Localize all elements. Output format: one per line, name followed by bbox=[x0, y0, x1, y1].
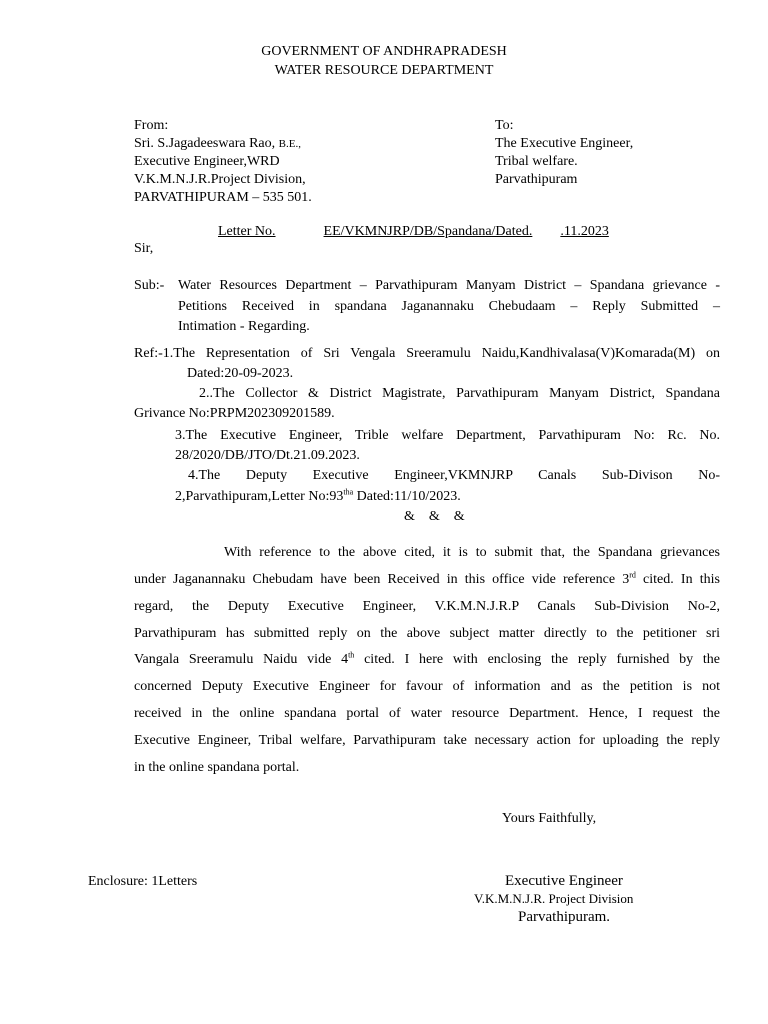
ref-4-sup: tha bbox=[343, 487, 354, 497]
ref-3-line-2: 28/2020/DB/JTO/Dt.21.09.2023. bbox=[175, 448, 360, 463]
ref-4-letter: 2,Parvathipuram,Letter No:93 bbox=[175, 489, 344, 504]
body-line-9: in the online spandana portal. bbox=[134, 760, 300, 775]
ref-2-line-2: Grivance No:PRPM202309201589. bbox=[134, 406, 335, 421]
signature-place: Parvathipuram. bbox=[518, 909, 611, 925]
yours-faithfully: Yours Faithfully, bbox=[502, 811, 597, 826]
to-label: To: bbox=[495, 118, 514, 133]
body-line-4: Parvathipuram has submitted reply on the above subject matter directly to the petitioner sri bbox=[134, 626, 720, 641]
ref-4-line-2 bbox=[175, 489, 461, 505]
ref-1-line-2: Dated:20-09-2023. bbox=[187, 366, 294, 381]
from-place: PARVATHIPURAM – 535 501. bbox=[134, 190, 312, 205]
header-government: GOVERNMENT OF ANDHRAPRADESH bbox=[261, 44, 507, 59]
from-label: From: bbox=[134, 118, 169, 133]
header-department: WATER RESOURCE DEPARTMENT bbox=[274, 63, 494, 78]
from-division: V.K.M.N.J.R.Project Division, bbox=[134, 172, 306, 187]
letter-number bbox=[218, 224, 609, 240]
body-line-1: With reference to the above cited, it is to submit that, the Spandana grievances bbox=[224, 545, 720, 560]
body-line-8: Executive Engineer, Tribal welfare, Parvathipuram take necessary action for uploading the reply bbox=[134, 733, 720, 748]
enclosure: Enclosure: 1Letters bbox=[88, 874, 198, 889]
signature-division: V.K.M.N.J.R. Project Division bbox=[474, 891, 634, 906]
body-line-5b: cited. I here with enclosing the reply furnished by the bbox=[354, 652, 720, 667]
body-line-5-sup: th bbox=[348, 650, 355, 660]
salutation: Sir, bbox=[134, 241, 154, 256]
subject-label: Sub:- bbox=[134, 278, 165, 293]
ref-1-line-1: Ref:-1.The Representation of Sri Vengala Sreeramulu Naidu,Kandhivalasa(V)Komarada(M) on bbox=[134, 346, 720, 361]
body-line-7: received in the online spandana portal of water resource Department. Hence, I request the bbox=[134, 706, 720, 721]
from-degree: B.E., bbox=[278, 138, 301, 150]
ref-4-line-1: 4.The Deputy Executive Engineer,VKMNJRP Canals Sub-Divison No- bbox=[188, 468, 720, 483]
body-line-2a: under Jaganannaku Chebudam have been Received in this office vide reference 3 bbox=[134, 572, 630, 587]
subject-line-1: Water Resources Department – Parvathipuram Manyam District – Spandana grievance - bbox=[178, 278, 720, 293]
letter-no-date: .11.2023 bbox=[560, 224, 609, 239]
from-name: Sri. S.Jagadeeswara Rao, bbox=[134, 136, 279, 151]
to-line1: The Executive Engineer, bbox=[495, 136, 634, 151]
ref-4-date: Dated:11/10/2023. bbox=[353, 489, 461, 504]
ref-2-line-1: 2..The Collector & District Magistrate, Parvathipuram Manyam District, Spandana bbox=[199, 386, 720, 401]
body-line-5 bbox=[134, 652, 720, 668]
subject-line-3: Intimation - Regarding. bbox=[178, 319, 310, 334]
body-line-6: concerned Deputy Executive Engineer for favour of information and as the petition is not bbox=[134, 679, 720, 694]
from-designation: Executive Engineer,WRD bbox=[134, 154, 280, 169]
body-line-2 bbox=[134, 572, 720, 588]
to-block bbox=[495, 117, 633, 189]
from-block bbox=[134, 117, 312, 207]
letter-no-label: Letter No. bbox=[218, 224, 276, 239]
body-line-3: regard, the Deputy Executive Engineer, V.K.M.N.J.R.P Canals Sub-Division No-2, bbox=[134, 599, 720, 614]
to-line3: Parvathipuram bbox=[495, 172, 578, 187]
body-line-5a: Vangala Sreeramulu Naidu vide 4 bbox=[134, 652, 349, 667]
ref-separator: & & & bbox=[404, 509, 465, 524]
signature-title: Executive Engineer bbox=[505, 873, 623, 889]
body-line-2b: cited. In this bbox=[635, 572, 720, 587]
letter-no-ref: EE/VKMNJRP/DB/Spandana/Dated. bbox=[323, 224, 533, 239]
from-name-line bbox=[134, 135, 312, 153]
body-line-2-sup: rd bbox=[629, 570, 636, 580]
to-line2: Tribal welfare. bbox=[495, 154, 578, 169]
subject-line-2: Petitions Received in spandana Jaganannaku Chebudaam – Reply Submitted – bbox=[178, 299, 720, 314]
ref-3-line-1: 3.The Executive Engineer, Trible welfare Department, Parvathipuram No: Rc. No. bbox=[175, 428, 720, 443]
